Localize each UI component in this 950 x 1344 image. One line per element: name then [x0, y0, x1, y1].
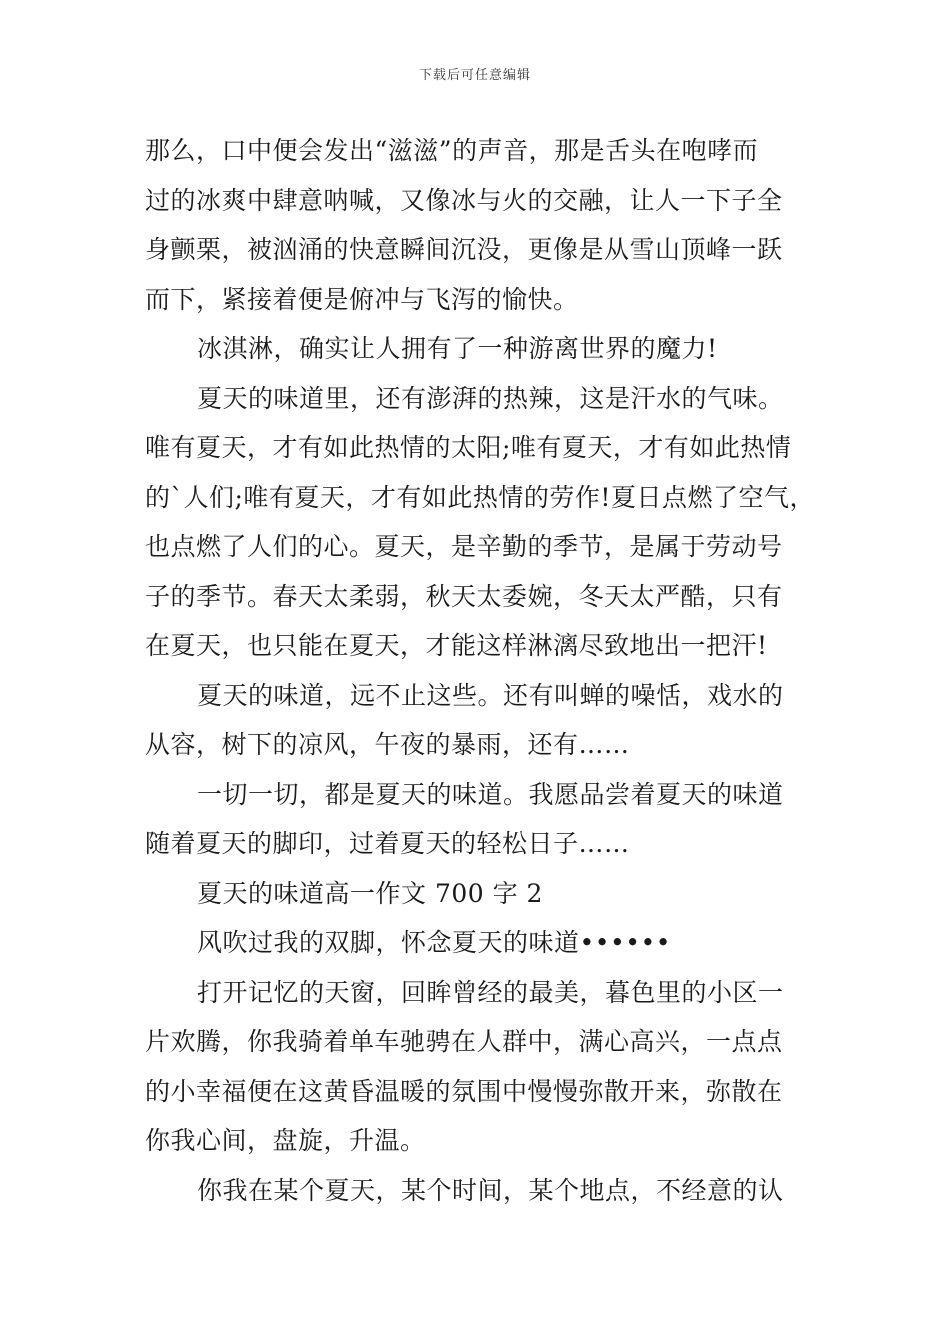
text-line: 一切一切，都是夏天的味道。我愿品尝着夏天的味道	[197, 779, 784, 809]
text-line: 那么，口中便会发出“滋滋”的声音，那是舌头在咆哮而	[145, 136, 759, 165]
text-line: 的`人们;唯有夏天，才有如此热情的劳作!夏日点燃了空气，	[145, 482, 815, 512]
text-line: 身颤栗，被汹涌的快意瞬间沉没，更像是从雪山顶峰一跃	[145, 235, 783, 264]
text-line: 夏天的味道里，还有澎湃的热辣，这是汗水的气味。	[197, 383, 784, 413]
document-body	[145, 126, 815, 1215]
text-line: 随着夏天的脚印，过着夏天的轻松日子……	[145, 829, 630, 858]
text-line: 唯有夏天，才有如此热情的太阳;唯有夏天，才有如此热情	[145, 433, 792, 462]
text-line: 的小幸福便在这黄昏温暖的氛围中慢慢弥散开来，弥散在	[145, 1076, 783, 1106]
page-header: 下载后可任意编辑	[418, 68, 531, 83]
text-line: 风吹过我的双脚，怀念夏天的味道••••••	[197, 928, 671, 957]
text-line: 从容，树下的凉风，午夜的暴雨，还有……	[145, 730, 630, 759]
text-line: 子的季节。春天太柔弱，秋天太委婉，冬天太严酷，只有	[145, 581, 783, 611]
text-line: 夏天的味道，远不止这些。还有叫蝉的噪恬，戏水的	[197, 680, 784, 710]
text-line: 也点燃了人们的心。夏天，是辛勤的季节，是属于劳动号	[145, 532, 783, 561]
text-line: 你我在某个夏天，某个时间，某个地点，不经意的认	[197, 1175, 784, 1205]
text-line: 在夏天，也只能在夏天，才能这样淋漓尽致地出一把汗!	[145, 631, 768, 660]
section-heading: 夏天的味道高一作文 700 字 2	[197, 878, 543, 908]
text-line: 过的冰爽中肆意呐喊，又像冰与火的交融，让人一下子全	[145, 185, 783, 215]
text-line: 冰淇淋，确实让人拥有了一种游离世界的魔力!	[197, 334, 718, 363]
text-line: 你我心间，盘旋，升温。	[145, 1126, 426, 1155]
text-line: 打开记忆的天窗，回眸曾经的最美，暮色里的小区一	[197, 977, 784, 1007]
text-line: 而下，紧接着便是俯冲与飞泻的愉快。	[145, 284, 579, 314]
text-line: 片欢腾，你我骑着单车驰骋在人群中，满心高兴，一点点	[145, 1027, 783, 1056]
